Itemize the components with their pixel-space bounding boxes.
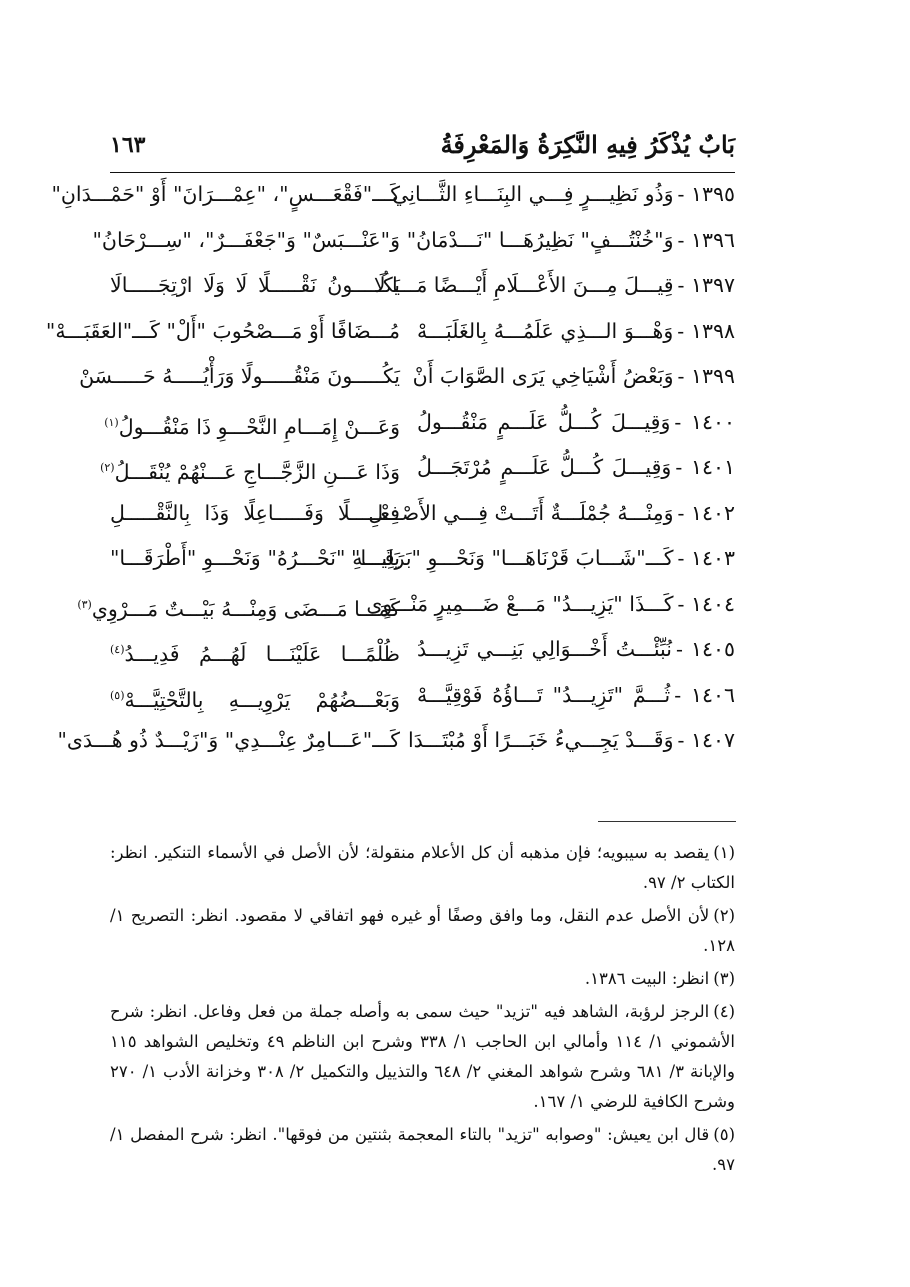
footnote-text: لأن الأصل عدم النقل، وما وافق وصفًا أو غيره فهو اتفاقي لا مقصود. انظر: التصريح ١/ ١٢٨. bbox=[110, 906, 735, 955]
verse-first-text: وَذُو نَظِيـــرٍ فِـــي البِنَـــاءِ الثَّـــانِي bbox=[392, 182, 674, 206]
verse-line bbox=[110, 673, 735, 719]
verse-first-text: وَمِنْـــهُ جُمْلَـــةٌ أَتَـــتْ فِـــي الأَصْـــلِ bbox=[368, 500, 674, 525]
verse-second-hemistich bbox=[100, 445, 400, 495]
verse-line bbox=[110, 627, 735, 673]
verse-second-hemistich bbox=[110, 536, 400, 582]
verse-line bbox=[77, 582, 735, 628]
verse-line bbox=[57, 718, 735, 764]
verse-second-text: وَعَـــنْ إِمَـــامِ النَّحْـــوِ ذَا مَنْقُـــولُ bbox=[118, 414, 400, 439]
verse-number: ١٣٩٦ - bbox=[677, 227, 735, 252]
verse-first-text: وَقِيـــلَ كُـــلُّ عَلَـــمٍ مَنْقُـــولُ bbox=[417, 409, 671, 434]
verse-number: ١٤٠٥ - bbox=[675, 637, 735, 661]
verse-first-hemistich bbox=[417, 673, 735, 719]
chapter-title: بَابٌ يُذْكَرُ فِيهِ النَّكِرَةُ وَالمَعْرِفَةُ bbox=[440, 130, 735, 159]
verse-second-text: يَكُـــــونَ مَنْقُـــــولًا وَرَأْيُـــــهُ حَـــــسَنْ bbox=[79, 364, 400, 388]
footnote-marker[interactable]: (٤) bbox=[110, 643, 125, 656]
verse-first-text: كَـــذَا "يَزِيـــدُ" مَـــعْ ضَـــمِيرٍ مَنْـــوِي bbox=[366, 591, 674, 616]
verse-second-hemistich bbox=[104, 400, 400, 450]
verse-first-text: وَبَعْضُ أَشْيَاخِي يَرَى الصَّوَابَ أَنْ bbox=[412, 364, 674, 388]
verse-number: ١٤٠٢ - bbox=[677, 500, 735, 525]
verse-first-hemistich bbox=[417, 400, 735, 446]
verse-second-hemistich bbox=[51, 172, 400, 218]
footnote-number: (٤) bbox=[713, 1002, 735, 1021]
verse-second-text: وَذَا عَـــنِ الزَّجَّـــاجِ عَـــنْهُمْ يُنْقَـــلُ bbox=[114, 459, 400, 484]
verse-first-hemistich bbox=[417, 627, 735, 673]
verse-first-hemistich bbox=[406, 218, 735, 264]
verse-line bbox=[51, 172, 735, 218]
verse-line bbox=[92, 218, 735, 264]
verse-line bbox=[110, 536, 735, 582]
footnote bbox=[110, 1120, 735, 1180]
verse-number: ١٤٠٤ - bbox=[677, 591, 735, 616]
verse-second-text: كَـــ"فَقْعَـــسٍ"، "عِمْـــرَانَ" أَوْ "حَمْـــدَانِ" bbox=[51, 182, 400, 206]
footnote bbox=[110, 964, 735, 994]
verse-first-hemistich bbox=[417, 445, 735, 491]
verse-first-hemistich bbox=[407, 718, 735, 764]
footnote-divider bbox=[598, 821, 736, 822]
footnote-marker[interactable]: (٥) bbox=[110, 688, 125, 702]
verse-number: ١٤٠٣ - bbox=[677, 546, 735, 570]
footnote bbox=[110, 901, 735, 961]
footnotes bbox=[110, 838, 735, 1183]
poem-verses bbox=[45, 172, 735, 764]
verse-line bbox=[100, 445, 735, 491]
verse-first-text: وَهْـــوَ الـــذِي عَلَمُـــهُ بِالغَلَبَـــهْ bbox=[417, 318, 674, 343]
verse-first-hemistich bbox=[366, 582, 735, 628]
page-header bbox=[110, 128, 735, 173]
verse-second-text: ظُلْمًـــا عَلَيْنَـــا لَهُـــمُ فَدِيـــدُ bbox=[124, 641, 400, 666]
footnote-number: (١) bbox=[713, 843, 735, 862]
verse-number: ١٤٠١ - bbox=[675, 455, 735, 479]
verse-number: ١٤٠٧ - bbox=[677, 728, 735, 752]
verse-second-text: وَ"عَنْـــبَسٌ" وَ"جَعْفَـــرٌ"، "سِـــرْحَانُ" bbox=[92, 227, 400, 252]
verse-line bbox=[110, 263, 735, 309]
footnote-marker[interactable]: (١) bbox=[104, 415, 119, 429]
verse-second-text: يَلِيـــهِ "نَحْـــرُهُ" وَنَحْـــوِ "أَطْرَقَـــا" bbox=[110, 546, 400, 570]
verse-number: ١٣٩٨ - bbox=[677, 318, 735, 343]
verse-number: ١٤٠٦ - bbox=[674, 682, 735, 707]
verse-second-hemistich bbox=[79, 354, 400, 400]
verse-first-hemistich bbox=[368, 491, 735, 537]
verse-second-hemistich bbox=[45, 309, 400, 355]
footnote-number: (٢) bbox=[713, 906, 735, 925]
verse-second-text: فِعْـــــلًا وَفَـــــاعِلًا وَذَا بِالنَّقْـــــلِ bbox=[110, 500, 400, 525]
verse-second-hemistich bbox=[57, 718, 400, 764]
verse-second-text: كَمَـــا مَـــضَى وَمِنْـــهُ بَيْـــتٌ مَـــرْوِي bbox=[91, 596, 400, 621]
verse-first-text: قِيـــلَ مِـــنَ الأَعْـــلَامِ أَيْـــضًا مَـــا لَا bbox=[373, 273, 674, 297]
verse-first-hemistich bbox=[373, 263, 735, 309]
verse-second-hemistich bbox=[110, 491, 400, 537]
footnote-number: (٣) bbox=[713, 969, 735, 988]
verse-first-hemistich bbox=[351, 536, 735, 582]
footnote-text: يقصد به سيبويه؛ فإن مذهبه أن كل الأعلام منقولة؛ لأن الأصل في الأسماء التنكير. انظر: الكتاب ٢/ ٩٧. bbox=[110, 843, 735, 892]
verse-first-text: وَ"خُنْتُـــفٍ" نَظِيرُهَـــا "نَـــدْمَانُ" bbox=[406, 227, 674, 252]
verse-first-hemistich bbox=[392, 172, 735, 218]
verse-number: ١٤٠٠ - bbox=[674, 409, 735, 434]
verse-number: ١٣٩٩ - bbox=[677, 364, 735, 388]
verse-line bbox=[79, 354, 735, 400]
verse-line bbox=[104, 400, 735, 446]
footnote-text: انظر: البيت ١٣٨٦. bbox=[584, 969, 710, 988]
footnote-number: (٥) bbox=[713, 1125, 735, 1144]
verse-first-hemistich bbox=[412, 354, 735, 400]
page-number: ١٦٣ bbox=[110, 132, 146, 158]
verse-second-text: كَـــ"عَـــامِرٌ عِنْـــدِي" وَ"زَيْـــدٌ ذُو هُـــدَى" bbox=[57, 728, 400, 752]
verse-first-text: كَـــ"شَـــابَ قَرْنَاهَـــا" وَنَحْـــوِ "بَرَقَـــا" bbox=[351, 546, 674, 570]
verse-second-text: مُـــضَافًا أَوْ مَـــصْحُوبَ "أَلْ" كَـــ"العَقَبَـــهْ" bbox=[45, 318, 400, 343]
verse-second-hemistich bbox=[77, 582, 400, 632]
footnote-marker[interactable]: (٣) bbox=[77, 597, 92, 611]
footnote-text: قال ابن يعيش: "وصوابه "تزيد" بالتاء المعجمة بثنتين من فوقها". انظر: شرح المفصل ١/ ٩٧. bbox=[110, 1125, 735, 1174]
verse-line bbox=[45, 309, 735, 355]
verse-second-hemistich bbox=[110, 263, 400, 309]
footnote-text: الرجز لرؤبة، الشاهد فيه "تزيد" حيث سمى به وأصله جملة من فعل وفاعل. انظر: شرح الأشموني ١/ ١١٤ وأمالي ابن الحاجب ١/ ٣٣٨ وشرح ابن الناظم ٤٩ وتخليص الشواهد ١١٥ والإبانة ٣/ ٦٨١ وشرح شواهد المغني ٢/ ٦٤٨ والتذييل والتكميل ٢/ ٣٠٨ وخزانة الأدب ١/ ٢٧٠ وشرح الكافية للرضي ١/ ١٦٧. bbox=[110, 1002, 736, 1111]
footnote bbox=[110, 838, 735, 898]
footnote bbox=[110, 997, 735, 1117]
verse-second-text: وَبَعْـــضُهُمْ يَرْوِيـــهِ بِالتَّحْتِيَّـــهْ bbox=[124, 687, 400, 712]
verse-first-text: وَقِيـــلَ كُـــلُّ عَلَـــمٍ مُرْتَجَـــلُ bbox=[417, 455, 672, 479]
verse-second-hemistich bbox=[110, 627, 400, 677]
verse-first-text: وَقَـــدْ يَجِـــيءُ خَبَـــرًا أَوْ مُبْتَـــدَا bbox=[407, 728, 674, 752]
verse-first-text: نُبِّئْـــتُ أَخْـــوَالِي بَنِـــي تَزِيـــدُ bbox=[417, 637, 672, 661]
verse-second-hemistich bbox=[110, 673, 400, 723]
verse-second-text: يَكُـــــونُ نَقْـــــلًا لَا وَلَا ارْتِجَـــــالَا bbox=[110, 273, 400, 297]
verse-second-hemistich bbox=[92, 218, 400, 264]
verse-number: ١٣٩٧ - bbox=[677, 273, 735, 297]
verse-line bbox=[110, 491, 735, 537]
verse-first-hemistich bbox=[417, 309, 735, 355]
footnote-marker[interactable]: (٢) bbox=[100, 461, 115, 474]
verse-number: ١٣٩٥ - bbox=[677, 182, 735, 206]
verse-first-text: ثُـــمَّ "تَزِيـــدُ" تَـــاؤُهُ فَوْقِيَّـــهْ bbox=[417, 682, 671, 707]
